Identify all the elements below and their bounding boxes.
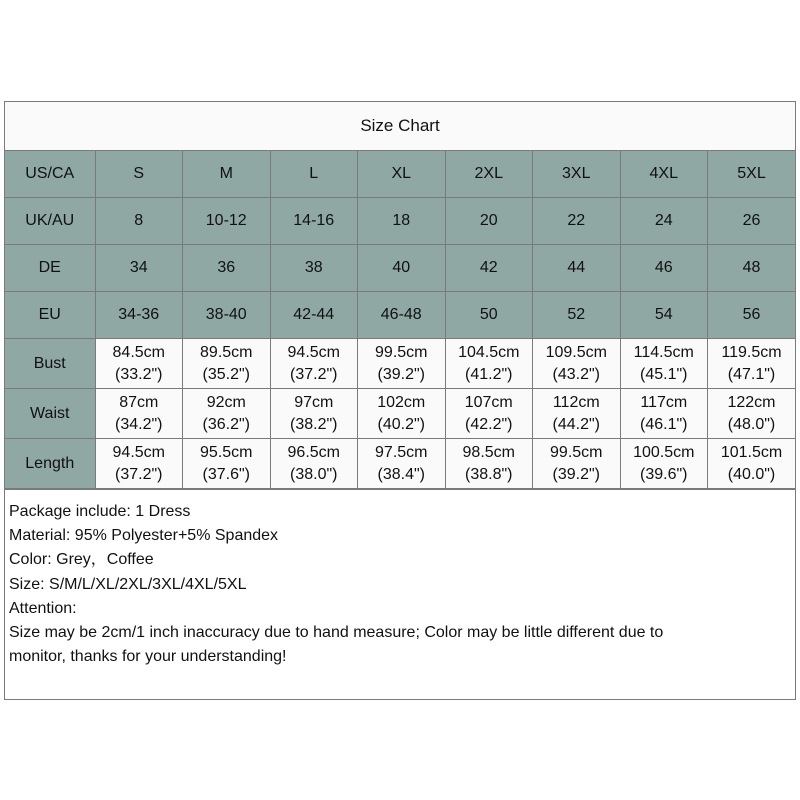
cm-value: 97.5cm bbox=[375, 443, 428, 461]
size-cell: 56 bbox=[708, 292, 796, 339]
size-cell: 4XL bbox=[620, 151, 708, 198]
inch-value: (33.2") bbox=[115, 365, 163, 383]
inch-value: (41.2") bbox=[465, 365, 513, 383]
size-cell: 54 bbox=[620, 292, 708, 339]
size-cell: XL bbox=[358, 151, 446, 198]
cm-value: 94.5cm bbox=[112, 443, 165, 461]
measurement-cell bbox=[533, 439, 621, 489]
size-cell: 26 bbox=[708, 198, 796, 245]
cm-value: 99.5cm bbox=[375, 343, 428, 361]
measurement-cell bbox=[358, 339, 446, 389]
measurement-row bbox=[5, 389, 795, 439]
size-row bbox=[5, 245, 795, 292]
inch-value: (43.2") bbox=[552, 365, 600, 383]
inch-value: (46.1") bbox=[640, 415, 688, 433]
size-cell: 18 bbox=[358, 198, 446, 245]
size-cell: 5XL bbox=[708, 151, 796, 198]
cm-value: 99.5cm bbox=[550, 443, 603, 461]
measurement-cell bbox=[620, 389, 708, 439]
cm-value: 87cm bbox=[119, 393, 159, 411]
size-chart-panel bbox=[4, 101, 796, 700]
size-cell: 2XL bbox=[445, 151, 533, 198]
size-cell: 10-12 bbox=[183, 198, 271, 245]
row-label: Waist bbox=[5, 389, 95, 439]
size-cell: 46-48 bbox=[358, 292, 446, 339]
inch-value: (48.0") bbox=[727, 415, 776, 433]
inch-value: (37.2") bbox=[115, 465, 163, 483]
cm-value: 89.5cm bbox=[200, 343, 253, 361]
size-cell: M bbox=[183, 151, 271, 198]
row-label: EU bbox=[5, 292, 95, 339]
measurement-cell bbox=[358, 439, 446, 489]
size-cell: 8 bbox=[95, 198, 183, 245]
cm-value: 104.5cm bbox=[458, 343, 520, 361]
cm-value: 95.5cm bbox=[200, 443, 253, 461]
size-row bbox=[5, 151, 795, 198]
measurement-cell bbox=[445, 439, 533, 489]
measurement-cell bbox=[445, 389, 533, 439]
inch-value: (42.2") bbox=[465, 415, 513, 433]
color-note: Color: Grey，Coffee bbox=[9, 551, 154, 569]
size-table bbox=[5, 151, 795, 489]
size-cell: S bbox=[95, 151, 183, 198]
measurement-cell bbox=[270, 389, 358, 439]
size-cell: 40 bbox=[358, 245, 446, 292]
cm-value: 102cm bbox=[377, 393, 426, 411]
disclaimer-line-1: Size may be 2cm/1 inch inaccuracy due to hand measure; Color may be little different due to bbox=[9, 624, 664, 642]
size-cell: 22 bbox=[533, 198, 621, 245]
cm-value: 114.5cm bbox=[633, 343, 694, 361]
cm-value: 94.5cm bbox=[287, 343, 340, 361]
row-label: US/CA bbox=[5, 151, 95, 198]
size-cell: 3XL bbox=[533, 151, 621, 198]
inch-value: (38.2") bbox=[290, 415, 338, 433]
size-cell: 38-40 bbox=[183, 292, 271, 339]
measurement-cell bbox=[358, 389, 446, 439]
measurement-cell bbox=[183, 389, 271, 439]
cm-value: 100.5cm bbox=[633, 443, 695, 461]
inch-value: (38.4") bbox=[377, 465, 425, 483]
size-cell: 44 bbox=[533, 245, 621, 292]
size-row bbox=[5, 292, 795, 339]
measurement-cell bbox=[620, 439, 708, 489]
measurement-cell bbox=[708, 389, 796, 439]
size-cell: 42-44 bbox=[270, 292, 358, 339]
size-cell: 34-36 bbox=[95, 292, 183, 339]
cm-value: 96.5cm bbox=[287, 443, 340, 461]
inch-value: (44.2") bbox=[552, 415, 600, 433]
size-cell: 34 bbox=[95, 245, 183, 292]
inch-value: (36.2") bbox=[202, 415, 250, 433]
size-cell: 48 bbox=[708, 245, 796, 292]
row-label: DE bbox=[5, 245, 95, 292]
cm-value: 107cm bbox=[464, 393, 513, 411]
package-note: Package include: 1 Dress bbox=[9, 503, 191, 520]
inch-value: (37.6") bbox=[202, 465, 250, 483]
size-cell: 50 bbox=[445, 292, 533, 339]
size-cell: 36 bbox=[183, 245, 271, 292]
inch-value: (38.8") bbox=[465, 465, 513, 483]
size-cell: 38 bbox=[270, 245, 358, 292]
size-cell: 20 bbox=[445, 198, 533, 245]
inch-value: (40.0") bbox=[727, 465, 776, 483]
row-label: UK/AU bbox=[5, 198, 95, 245]
cm-value: 119.5cm bbox=[721, 343, 782, 361]
measurement-cell bbox=[620, 339, 708, 389]
measurement-row bbox=[5, 339, 795, 389]
cm-value: 84.5cm bbox=[112, 343, 165, 361]
measurement-cell bbox=[270, 339, 358, 389]
row-label: Length bbox=[5, 439, 95, 489]
size-cell: 14-16 bbox=[270, 198, 358, 245]
measurement-cell bbox=[95, 339, 183, 389]
product-notes bbox=[5, 489, 795, 699]
cm-value: 109.5cm bbox=[545, 343, 607, 361]
row-label: Bust bbox=[5, 339, 95, 389]
cm-value: 98.5cm bbox=[462, 443, 515, 461]
measurement-cell bbox=[533, 339, 621, 389]
inch-value: (40.2") bbox=[377, 415, 425, 433]
measurement-row bbox=[5, 439, 795, 489]
inch-value: (38.0") bbox=[290, 465, 338, 483]
inch-value: (45.1") bbox=[640, 365, 688, 383]
attention-heading: Attention: bbox=[9, 599, 77, 617]
cm-value: 117cm bbox=[640, 393, 688, 411]
size-row bbox=[5, 198, 795, 245]
measurement-cell bbox=[95, 389, 183, 439]
inch-value: (47.1") bbox=[727, 365, 776, 383]
measurement-cell bbox=[708, 439, 796, 489]
measurement-cell bbox=[445, 339, 533, 389]
measurement-cell bbox=[183, 439, 271, 489]
inch-value: (39.6") bbox=[640, 465, 688, 483]
measurement-cell bbox=[95, 439, 183, 489]
size-cell: 24 bbox=[620, 198, 708, 245]
size-cell: L bbox=[270, 151, 358, 198]
cm-value: 97cm bbox=[294, 393, 334, 411]
cm-value: 92cm bbox=[206, 393, 246, 411]
measurement-cell bbox=[708, 339, 796, 389]
inch-value: (39.2") bbox=[377, 365, 425, 383]
inch-value: (35.2") bbox=[202, 365, 250, 383]
inch-value: (37.2") bbox=[290, 365, 338, 383]
cm-value: 112cm bbox=[552, 393, 600, 411]
disclaimer-line-2: monitor, thanks for your understanding! bbox=[9, 648, 287, 666]
cm-value: 101.5cm bbox=[720, 443, 783, 461]
size-cell: 52 bbox=[533, 292, 621, 339]
inch-value: (39.2") bbox=[552, 465, 600, 483]
inch-value: (34.2") bbox=[115, 415, 163, 433]
size-cell: 46 bbox=[620, 245, 708, 292]
cm-value: 122cm bbox=[727, 393, 776, 411]
size-cell: 42 bbox=[445, 245, 533, 292]
measurement-cell bbox=[183, 339, 271, 389]
size-note: Size: S/M/L/XL/2XL/3XL/4XL/5XL bbox=[9, 575, 247, 593]
material-note: Material: 95% Polyester+5% Spandex bbox=[9, 527, 279, 545]
chart-title: Size Chart bbox=[5, 102, 795, 151]
size-table-body bbox=[5, 151, 795, 489]
measurement-cell bbox=[533, 389, 621, 439]
measurement-cell bbox=[270, 439, 358, 489]
